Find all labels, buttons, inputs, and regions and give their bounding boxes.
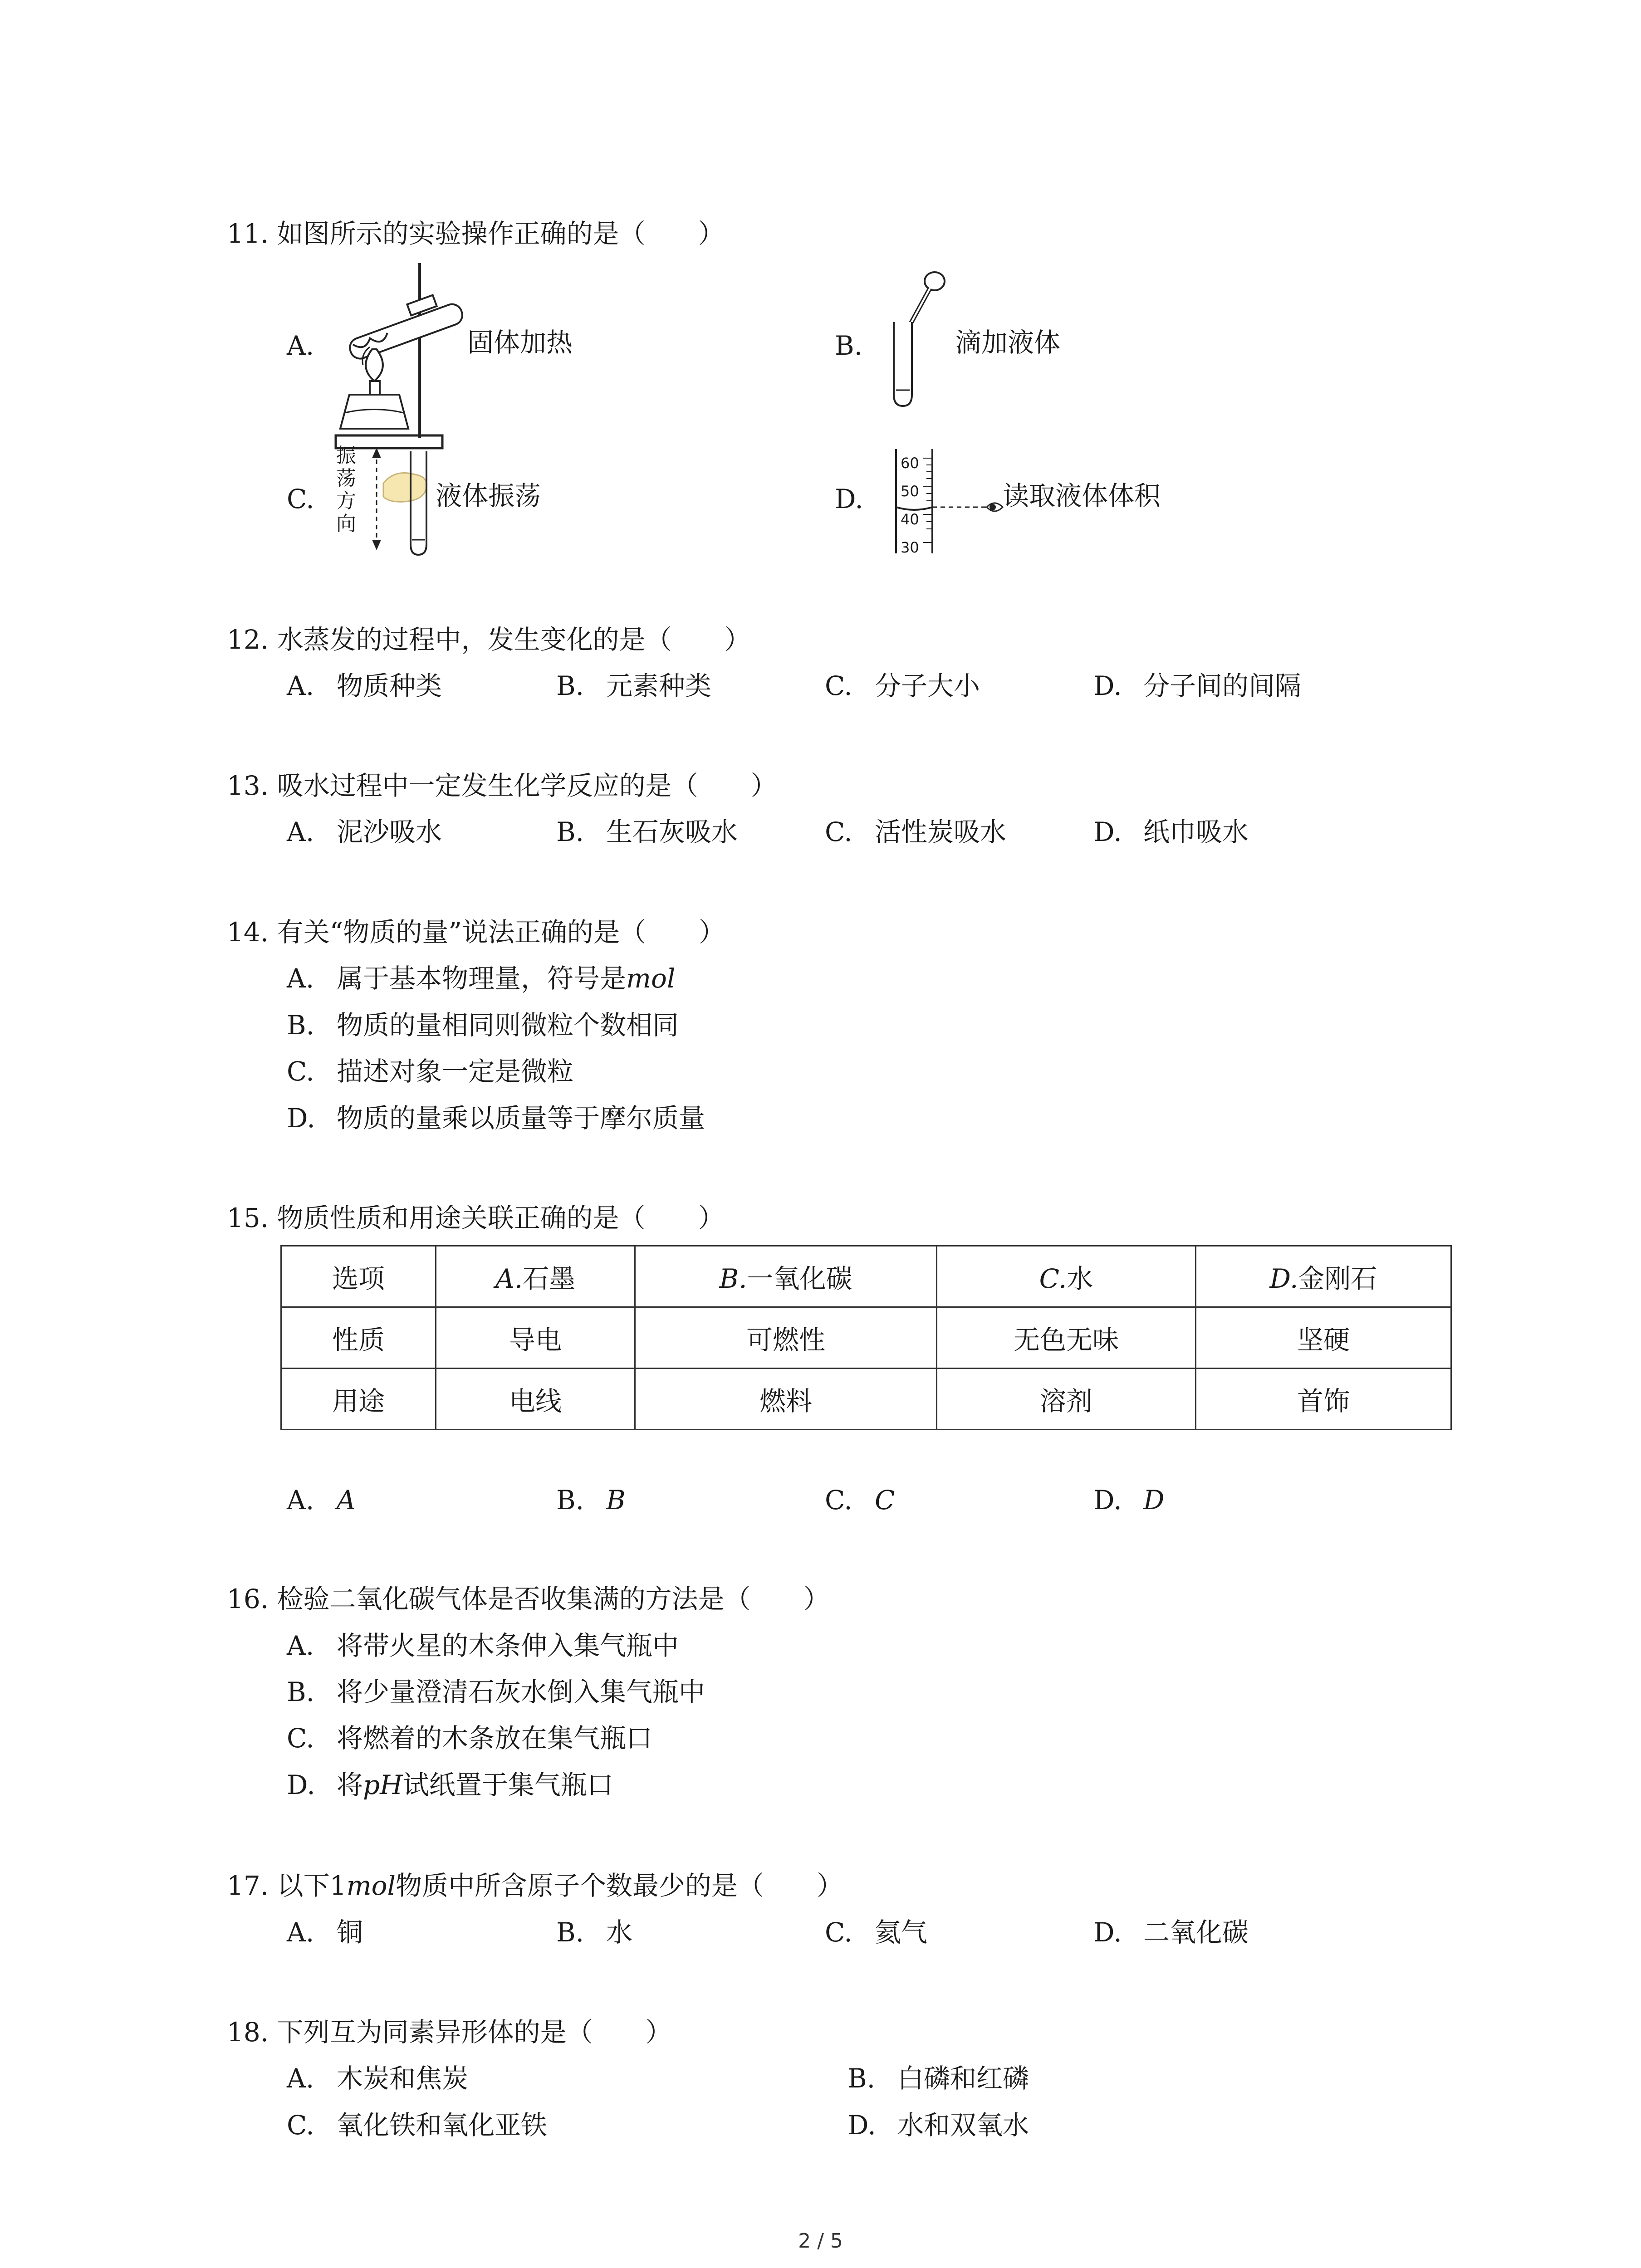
- q11-option-d: D.: [835, 484, 863, 514]
- q15-option-b: B. B: [556, 1485, 626, 1515]
- table-cell: B.一氧化碳: [635, 1246, 937, 1307]
- table-cell: 用途: [281, 1369, 436, 1430]
- question-14-stem: 14. 有关“物质的量”说法正确的是（ ）: [227, 917, 725, 948]
- q13-option-b: B. 生石灰吸水: [556, 816, 738, 847]
- table-row: [281, 1307, 1451, 1369]
- q17-option-d: D. 二氧化碳: [1093, 1917, 1249, 1948]
- q11-option-a: A.: [287, 330, 314, 361]
- q14-option-a: A. 属于基本物理量，符号是mol: [287, 963, 676, 994]
- table-cell: 燃料: [635, 1369, 937, 1430]
- q17-option-b: B. 水: [556, 1917, 633, 1948]
- table-cell: C.水: [937, 1246, 1196, 1307]
- q12-option-b: B. 元素种类: [556, 670, 712, 701]
- measuring-cylinder-figure: [889, 445, 1007, 558]
- table-cell: A.石墨: [436, 1246, 635, 1307]
- question-15-stem: 15. 物质性质和用途关联正确的是（ ）: [227, 1202, 725, 1233]
- q14-option-b: B. 物质的量相同则微粒个数相同: [287, 1010, 679, 1041]
- q15-option-d: D. D: [1093, 1485, 1165, 1515]
- q17-option-a: A. 铜: [287, 1917, 363, 1948]
- q15-option-a: A. A: [287, 1485, 356, 1515]
- q16-option-a: A. 将带火星的木条伸入集气瓶中: [287, 1630, 679, 1661]
- q13-option-c: C. 活性炭吸水: [825, 816, 1007, 847]
- page-number: 2 / 5: [798, 2229, 843, 2253]
- q11-option-d-label: 读取液体体积: [1003, 480, 1161, 511]
- table-cell: 导电: [436, 1307, 635, 1369]
- q16-option-b: B. 将少量澄清石灰水倒入集气瓶中: [287, 1677, 705, 1707]
- q13-option-d: D. 纸巾吸水: [1093, 816, 1249, 847]
- shake-direction-label: 振 荡 方 向: [336, 444, 356, 535]
- table-row: [281, 1369, 1451, 1430]
- question-18-stem: 18. 下列互为同素异形体的是（ ）: [227, 2017, 672, 2048]
- shaking-tube-figure: [358, 442, 445, 560]
- table-cell: 可燃性: [635, 1307, 937, 1369]
- property-usage-table: [280, 1245, 1452, 1430]
- q16-option-d: D. 将pH试纸置于集气瓶口: [287, 1769, 613, 1800]
- question-12-stem: 12. 水蒸发的过程中，发生变化的是（ ）: [227, 624, 751, 655]
- table-cell: 选项: [281, 1246, 436, 1307]
- q18-option-c: C. 氧化铁和氧化亚铁: [287, 2110, 548, 2141]
- q18-option-a: A. 木炭和焦炭: [287, 2063, 469, 2094]
- table-cell: 首饰: [1196, 1369, 1451, 1430]
- table-cell: 溶剂: [937, 1369, 1196, 1430]
- question-11-stem: 11. 如图所示的实验操作正确的是（ ）: [227, 218, 725, 249]
- table-cell: 无色无味: [937, 1307, 1196, 1369]
- table-cell: 电线: [436, 1369, 635, 1430]
- q11-option-b-label: 滴加液体: [955, 327, 1061, 358]
- dropper-figure: [885, 268, 953, 413]
- cylinder-tick-labels: 60 50 40 30: [901, 455, 919, 556]
- q12-option-d: D. 分子间的间隔: [1093, 670, 1302, 701]
- question-17-stem: 17. 以下1mol物质中所含原子个数最少的是（ ）: [227, 1870, 843, 1901]
- q12-option-a: A. 物质种类: [287, 670, 442, 701]
- table-cell: D.金刚石: [1196, 1246, 1451, 1307]
- q16-option-c: C. 将燃着的木条放在集气瓶口: [287, 1723, 653, 1754]
- q13-option-a: A. 泥沙吸水: [287, 816, 442, 847]
- q12-option-c: C. 分子大小: [825, 670, 980, 701]
- q15-option-c: C. C: [825, 1485, 895, 1515]
- q18-option-d: D. 水和双氧水: [847, 2110, 1029, 2141]
- q11-option-c-label: 液体振荡: [436, 480, 541, 511]
- q11-option-b: B.: [835, 330, 863, 361]
- table-row: [281, 1246, 1451, 1307]
- question-16-stem: 16. 检验二氧化碳气体是否收集满的方法是（ ）: [227, 1584, 830, 1614]
- q11-option-a-label: 固体加热: [467, 327, 573, 358]
- table-cell: 性质: [281, 1307, 436, 1369]
- solid-heating-figure: [318, 256, 467, 456]
- table-cell: 坚硬: [1196, 1307, 1451, 1369]
- q18-option-b: B. 白磷和红磷: [847, 2063, 1029, 2094]
- q17-option-c: C. 氦气: [825, 1917, 928, 1948]
- q14-option-c: C. 描述对象一定是微粒: [287, 1056, 574, 1087]
- q14-option-d: D. 物质的量乘以质量等于摩尔质量: [287, 1103, 705, 1134]
- q11-option-c: C.: [287, 484, 314, 514]
- question-13-stem: 13. 吸水过程中一定发生化学反应的是（ ）: [227, 770, 777, 801]
